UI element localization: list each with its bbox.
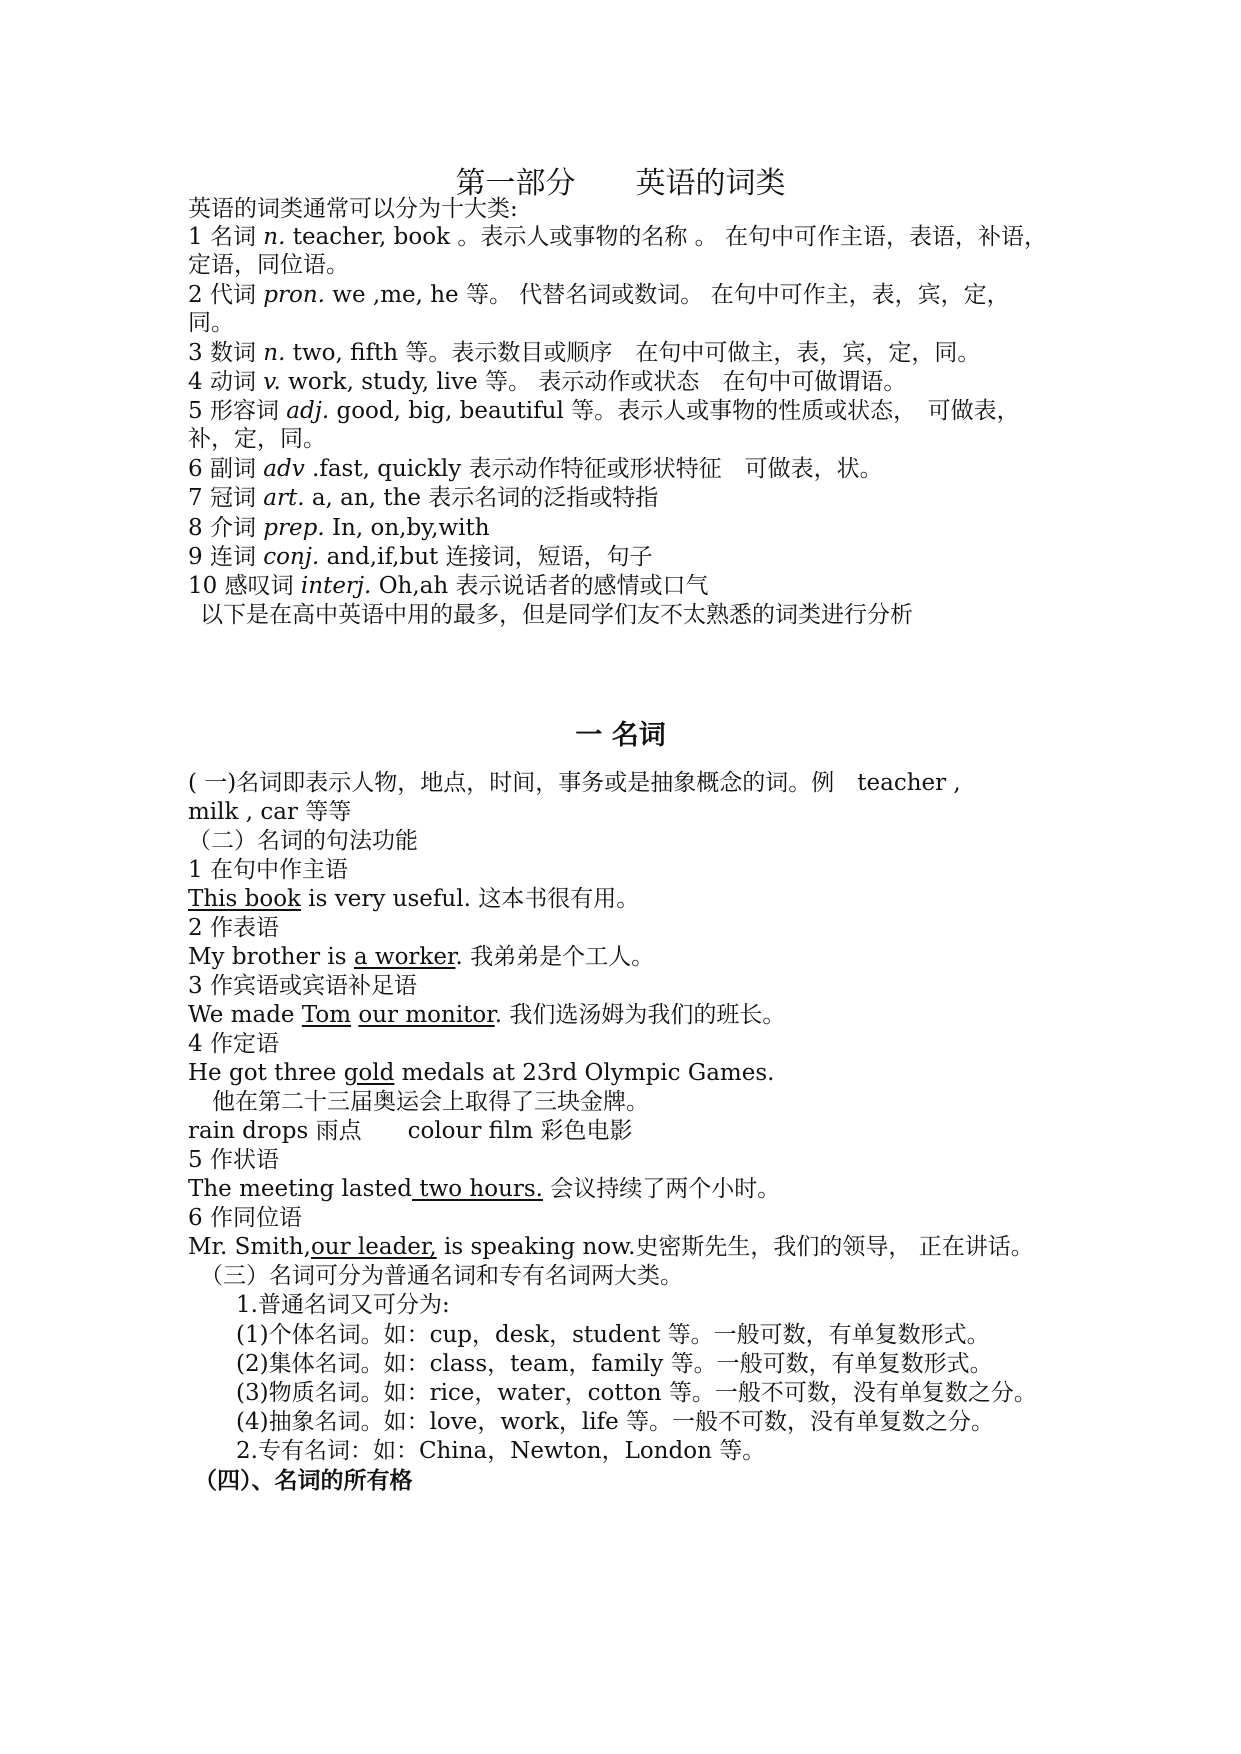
- page-title: 第一部分 英语的词类: [455, 166, 786, 201]
- function-3-heading: 3 作宾语或宾语补足语: [188, 973, 417, 999]
- section-title: 一 名词: [575, 720, 666, 751]
- summary-text: 以下是在高中英语中用的最多，但是同学们友不太熟悉的词类进行分析: [200, 602, 913, 628]
- noun-definition-line1: ( 一)名词即表示人物，地点，时间，事务或是抽象概念的词。例 teacher ,: [188, 770, 961, 796]
- word-class-3: 3 数词 n. two, fifth 等。表示数目或顺序 在句中可做主，表，宾，定，同。: [188, 340, 981, 366]
- noun-type-1: (1)个体名词。如：cup，desk，student 等。一般可数，有单复数形式。: [236, 1322, 990, 1348]
- word-class-7: 7 冠词 art. a, an, the 表示名词的泛指或特指: [188, 485, 659, 511]
- proper-noun: 2.专有名词：如：China，Newton，London 等。: [236, 1438, 766, 1464]
- noun-type-4: (4)抽象名词。如：love，work，life 等。一般不可数，没有单复数之分。: [236, 1409, 995, 1435]
- function-1-example: This book is very useful. 这本书很有用。: [188, 886, 640, 912]
- word-class-8: 8 介词 prep. In, on,by,with: [188, 515, 490, 541]
- word-class-10: 10 感叹词 interj. Oh,ah 表示说话者的感情或口气: [188, 573, 709, 599]
- word-class-1-cont: 定语，同位语。: [188, 252, 349, 278]
- possessive-heading: （四）、名词的所有格: [194, 1467, 413, 1494]
- function-4-more-examples: rain drops 雨点 colour film 彩色电影: [188, 1118, 633, 1144]
- function-3-example: We made Tom our monitor. 我们选汤姆为我们的班长。: [188, 1002, 786, 1028]
- common-noun-heading: 1.普通名词又可分为:: [236, 1292, 450, 1318]
- word-class-4: 4 动词 v. work, study, live 等。 表示动作或状态 在句中可做谓语。: [188, 369, 907, 395]
- word-class-2: 2 代词 pron. we ,me, he 等。 代替名词或数词。 在句中可作主，表，宾，定，: [188, 282, 1010, 308]
- word-class-5: 5 形容词 adj. good, big, beautiful 等。表示人或事物的性质或状态， 可做表，: [188, 398, 1020, 424]
- function-2-heading: 2 作表语: [188, 915, 279, 941]
- word-class-2-cont: 同。: [188, 310, 234, 336]
- noun-type-3: (3)物质名词。如：rice，water，cotton 等。一般不可数，没有单复数之分。: [236, 1380, 1037, 1406]
- function-5-example: The meeting lasted two hours. 会议持续了两个小时。: [188, 1176, 781, 1202]
- intro-text: 英语的词类通常可以分为十大类:: [188, 196, 518, 222]
- word-class-6: 6 副词 adv .fast, quickly 表示动作特征或形状特征 可做表，状。: [188, 456, 883, 482]
- word-class-5-cont: 补，定，同。: [188, 426, 326, 452]
- function-5-heading: 5 作状语: [188, 1147, 279, 1173]
- function-1-heading: 1 在句中作主语: [188, 857, 348, 883]
- function-6-example: Mr. Smith,our leader, is speaking now.史密斯先生，我们的领导， 正在讲话。: [188, 1234, 1034, 1260]
- function-4-example: He got three gold medals at 23rd Olympic Games.: [188, 1060, 775, 1086]
- word-class-9: 9 连词 conj. and,if,but 连接词，短语，句子: [188, 544, 653, 570]
- noun-type-2: (2)集体名词。如：class，team，family 等。一般可数，有单复数形式。: [236, 1351, 993, 1377]
- function-4-translation: 他在第二十三届奥运会上取得了三块金牌。: [212, 1089, 649, 1115]
- noun-definition-line2: milk , car 等等: [188, 799, 352, 825]
- function-2-example: My brother is a worker. 我弟弟是个工人。: [188, 944, 655, 970]
- word-class-1: 1 名词 n. teacher, book 。表示人或事物的名称 。 在句中可作主语，表语，补语，: [188, 224, 1047, 250]
- function-4-heading: 4 作定语: [188, 1031, 279, 1057]
- function-6-heading: 6 作同位语: [188, 1205, 302, 1231]
- syntax-heading: （二）名词的句法功能: [188, 828, 418, 854]
- noun-types-heading: （三）名词可分为普通名词和专有名词两大类。: [200, 1263, 683, 1289]
